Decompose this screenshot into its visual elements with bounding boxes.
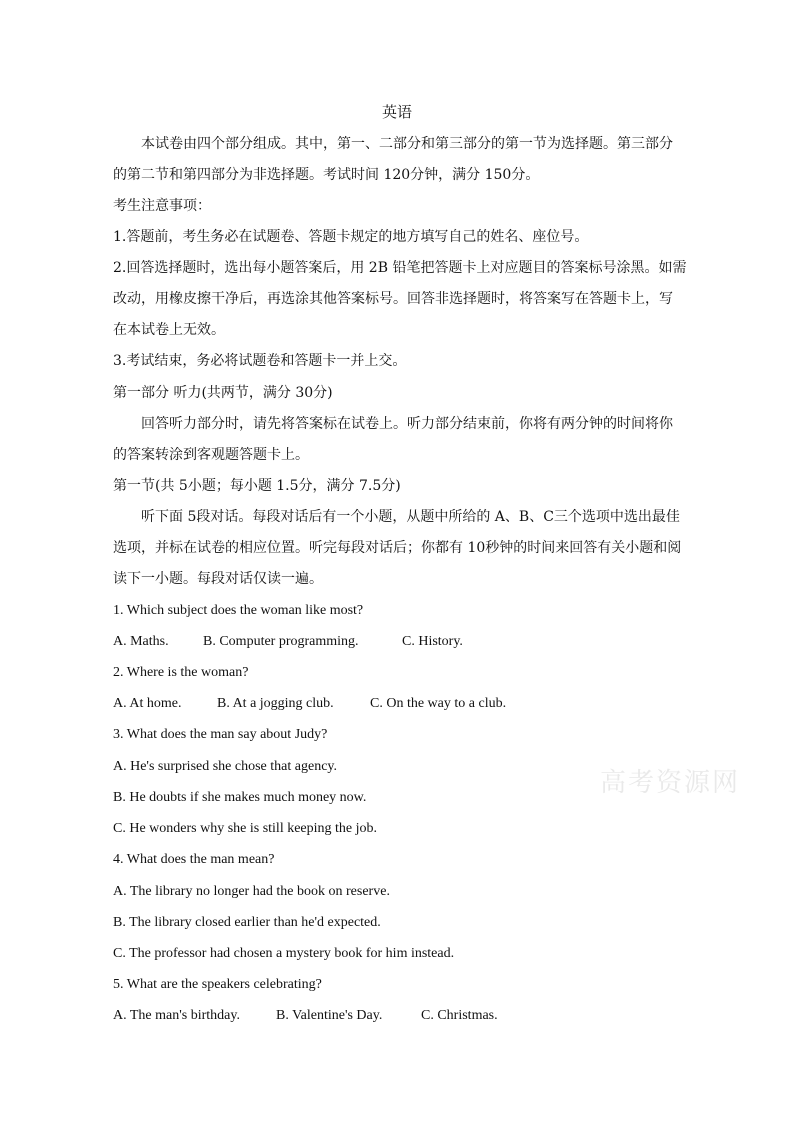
part1-desc-line-1: 回答听力部分时，请先将答案标在试卷上。听力部分结束前，你将有两分钟的时间将你 (141, 416, 673, 432)
question-5: 5. What are the speakers celebrating? (113, 977, 322, 992)
section1-desc-line-2: 选项，并标在试卷的相应位置。听完每段对话后；你都有 10秒钟的时间来回答有关小题和阅 (113, 540, 682, 556)
q5-option-a: A. The man's birthday. (113, 1008, 240, 1023)
intro-line-2: 的第二节和第四部分为非选择题。考试时间 120分钟，满分 150分。 (113, 167, 540, 183)
q4-option-c: C. The professor had chosen a mystery book for him instead. (113, 946, 455, 961)
notice-heading: 考生注意事项： (113, 198, 211, 214)
q1-option-b: B. Computer programming. (203, 634, 359, 649)
section1-desc-line-1: 听下面 5段对话。每段对话后有一个小题，从题中所给的 A、B、C三个选项中选出最佳 (141, 509, 680, 525)
watermark: 高考资源网 (600, 768, 741, 798)
question-5-options (113, 1006, 498, 1026)
q4-option-b: B. The library closed earlier than he'd expected. (113, 915, 381, 930)
question-2-options (113, 694, 506, 714)
question-3: 3. What does the man say about Judy? (113, 727, 328, 742)
notice-item-3: 3.考试结束，务必将试题卷和答题卡一并上交。 (113, 353, 407, 369)
section1-desc-line-3: 读下一小题。每段对话仅读一遍。 (113, 571, 323, 587)
part1-desc-line-2: 的答案转涂到客观题答题卡上。 (113, 447, 309, 463)
q5-option-b: B. Valentine's Day. (276, 1008, 383, 1023)
q2-option-c: C. On the way to a club. (370, 696, 507, 711)
question-1-options (113, 632, 463, 652)
intro-line-1: 本试卷由四个部分组成。其中，第一、二部分和第三部分的第一节为选择题。第三部分 (141, 136, 673, 152)
notice-item-2-line-1: 2.回答选择题时，选出每小题答案后，用 2B 铅笔把答题卡上对应题目的答案标号涂黑。如需 (113, 260, 687, 276)
page-title: 英语 (381, 103, 412, 121)
section1-heading: 第一节(共 5小题；每小题 1.5分，满分 7.5分) (113, 478, 401, 494)
q5-option-c: C. Christmas. (421, 1008, 498, 1023)
notice-item-1: 1.答题前，考生务必在试题卷、答题卡规定的地方填写自己的姓名、座位号。 (113, 229, 589, 245)
q2-option-b: B. At a jogging club. (217, 696, 334, 711)
question-2: 2. Where is the woman? (113, 665, 249, 680)
q1-option-a: A. Maths. (113, 634, 169, 649)
q3-option-c: C. He wonders why she is still keeping the job. (113, 821, 378, 836)
q3-option-a: A. He's surprised she chose that agency. (113, 759, 337, 774)
notice-item-2-line-3: 在本试卷上无效。 (113, 322, 225, 338)
part1-heading: 第一部分 听力(共两节，满分 30分) (113, 385, 333, 401)
notice-item-2-line-2: 改动，用橡皮擦干净后，再选涂其他答案标号。回答非选择题时，将答案写在答题卡上，写 (113, 291, 673, 307)
q3-option-b: B. He doubts if she makes much money now. (113, 790, 367, 805)
question-4: 4. What does the man mean? (113, 852, 275, 867)
q4-option-a: A. The library no longer had the book on reserve. (113, 884, 390, 899)
question-1: 1. Which subject does the woman like most? (113, 603, 364, 618)
q2-option-a: A. At home. (113, 696, 182, 711)
q1-option-c: C. History. (402, 634, 463, 649)
